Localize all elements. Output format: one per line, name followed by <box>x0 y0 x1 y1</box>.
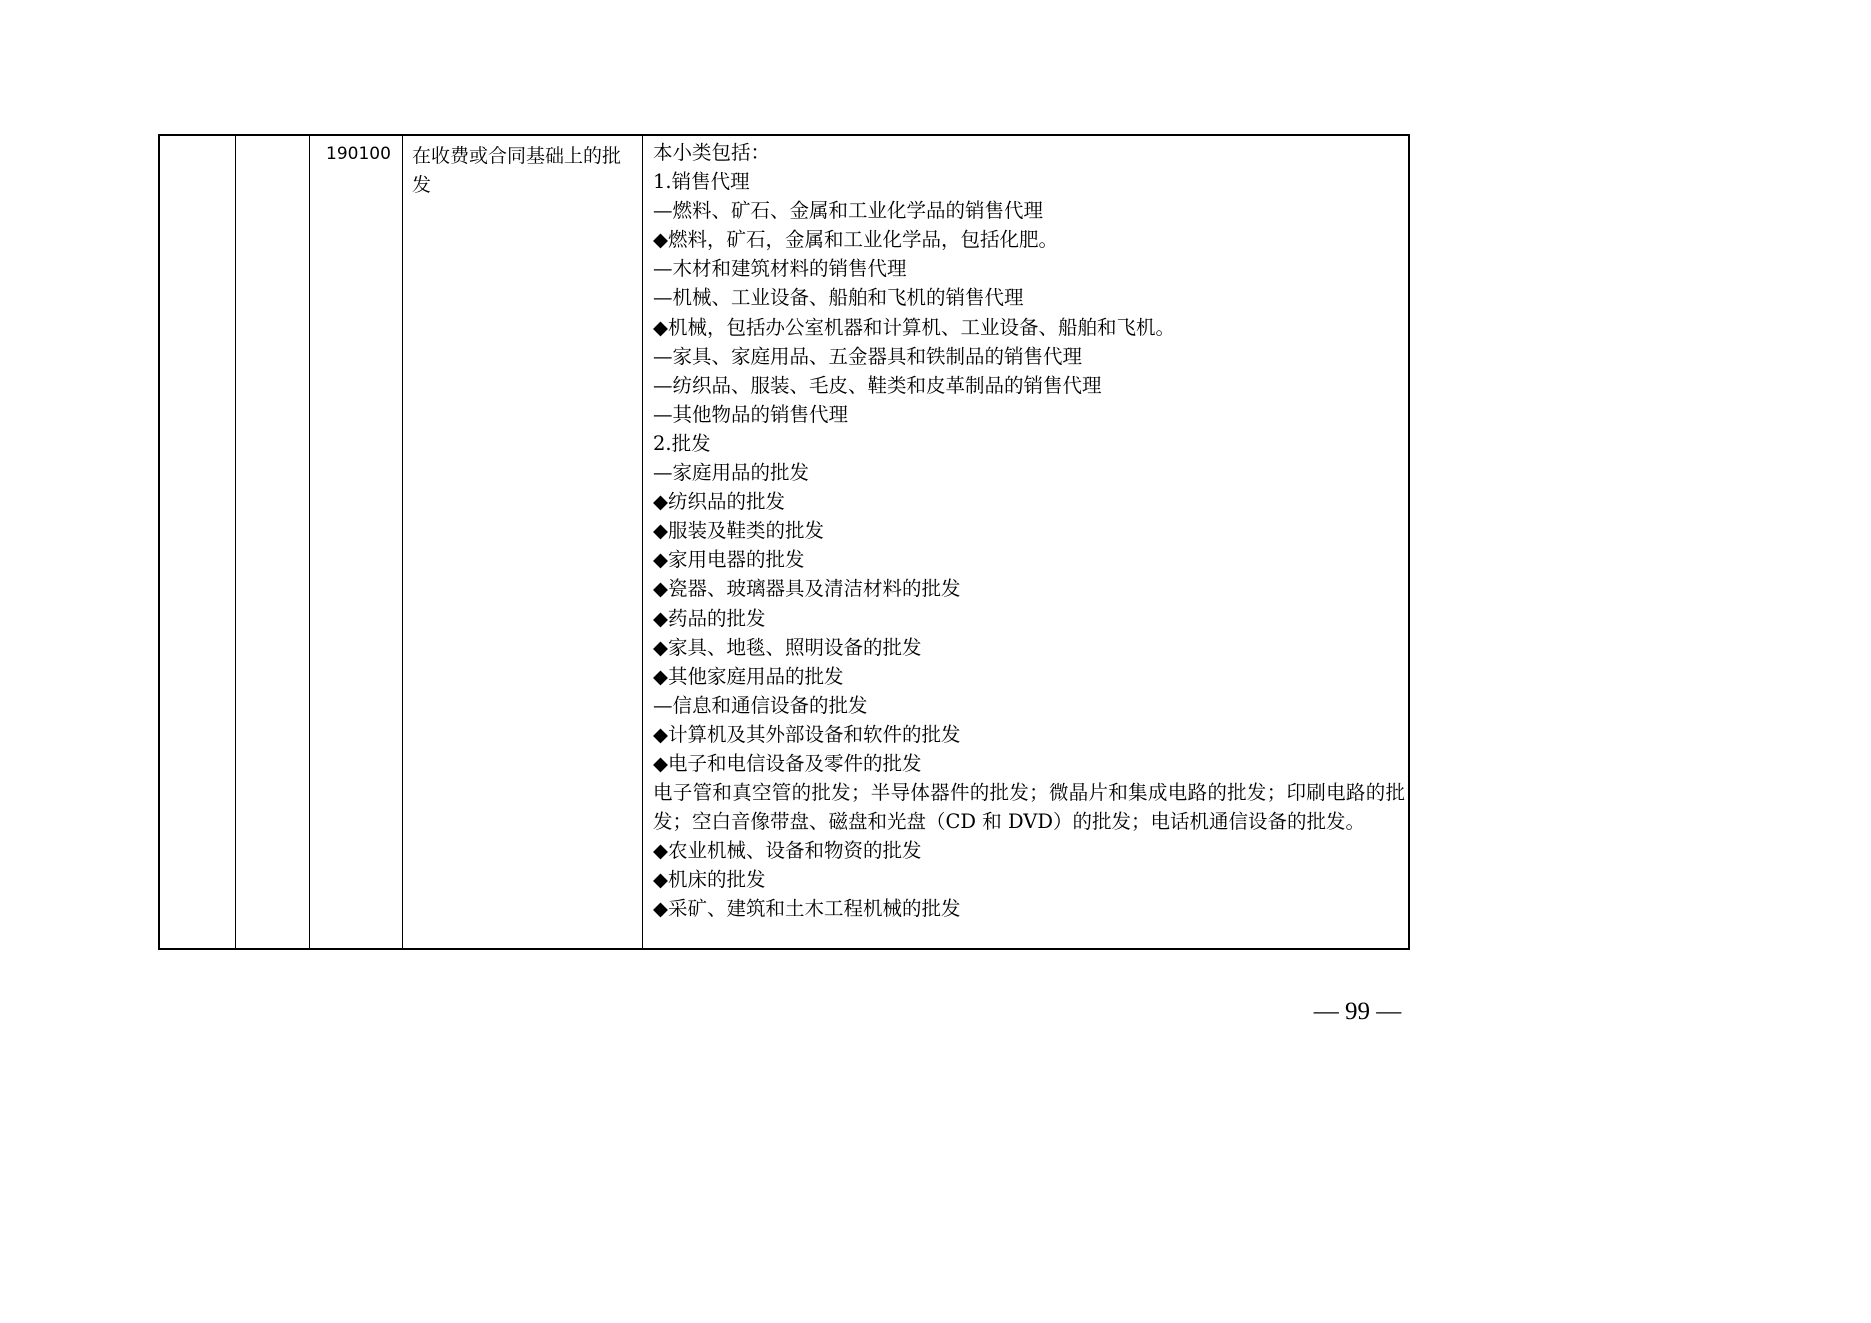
description-line: 本小类包括： <box>653 141 771 164</box>
description-line: 2.批发 <box>653 431 711 455</box>
column-divider <box>235 136 236 948</box>
description-line: ◆农业机械、设备和物资的批发 <box>653 839 922 863</box>
description-line: —机械、工业设备、船舶和飞机的销售代理 <box>653 286 1024 310</box>
description-line: ◆燃料，矿石，金属和工业化学品，包括化肥。 <box>653 228 1058 252</box>
description-line: ◆其他家庭用品的批发 <box>653 664 844 688</box>
column-divider <box>402 136 403 948</box>
column-divider <box>309 136 310 948</box>
description-paragraph: 电子管和真空管的批发；半导体器件的批发；微晶片和集成电路的批发；印刷电路的批发；空白音像带盘、磁盘和光盘（CD 和 DVD）的批发；电话机通信设备的批发。 <box>653 781 1405 834</box>
description-line: ◆计算机及其外部设备和软件的批发 <box>653 722 961 746</box>
description-line: —信息和通信设备的批发 <box>653 693 868 717</box>
description-line: ◆服装及鞋类的批发 <box>653 519 824 543</box>
description-line: —纺织品、服装、毛皮、鞋类和皮革制品的销售代理 <box>653 373 1102 397</box>
page-number: — 99 — <box>1313 998 1402 1025</box>
description-line: ◆采矿、建筑和土木工程机械的批发 <box>653 897 961 921</box>
description-line: ◆家具、地毯、照明设备的批发 <box>653 635 922 659</box>
description-line: ◆电子和电信设备及零件的批发 <box>653 751 922 775</box>
description-line: ◆瓷器、玻璃器具及清洁材料的批发 <box>653 577 961 601</box>
category-code: 190100 <box>326 144 391 164</box>
category-description <box>653 138 1405 924</box>
category-title: 在收费或合同基础上的批发 <box>412 145 622 196</box>
description-line: —家庭用品的批发 <box>653 461 810 485</box>
description-line: —家具、家庭用品、五金器具和铁制品的销售代理 <box>653 344 1083 368</box>
description-line: —木材和建筑材料的销售代理 <box>653 257 907 281</box>
description-line: ◆机床的批发 <box>653 868 766 892</box>
description-line: —燃料、矿石、金属和工业化学品的销售代理 <box>653 199 1044 223</box>
description-line: ◆药品的批发 <box>653 606 766 630</box>
column-divider <box>642 136 643 948</box>
description-line: 1.销售代理 <box>653 170 750 194</box>
description-line: ◆家用电器的批发 <box>653 548 805 572</box>
description-line: ◆纺织品的批发 <box>653 490 785 514</box>
description-line: —其他物品的销售代理 <box>653 402 849 426</box>
classification-table <box>158 134 1410 950</box>
description-line: ◆机械，包括办公室机器和计算机、工业设备、船舶和飞机。 <box>653 315 1175 339</box>
